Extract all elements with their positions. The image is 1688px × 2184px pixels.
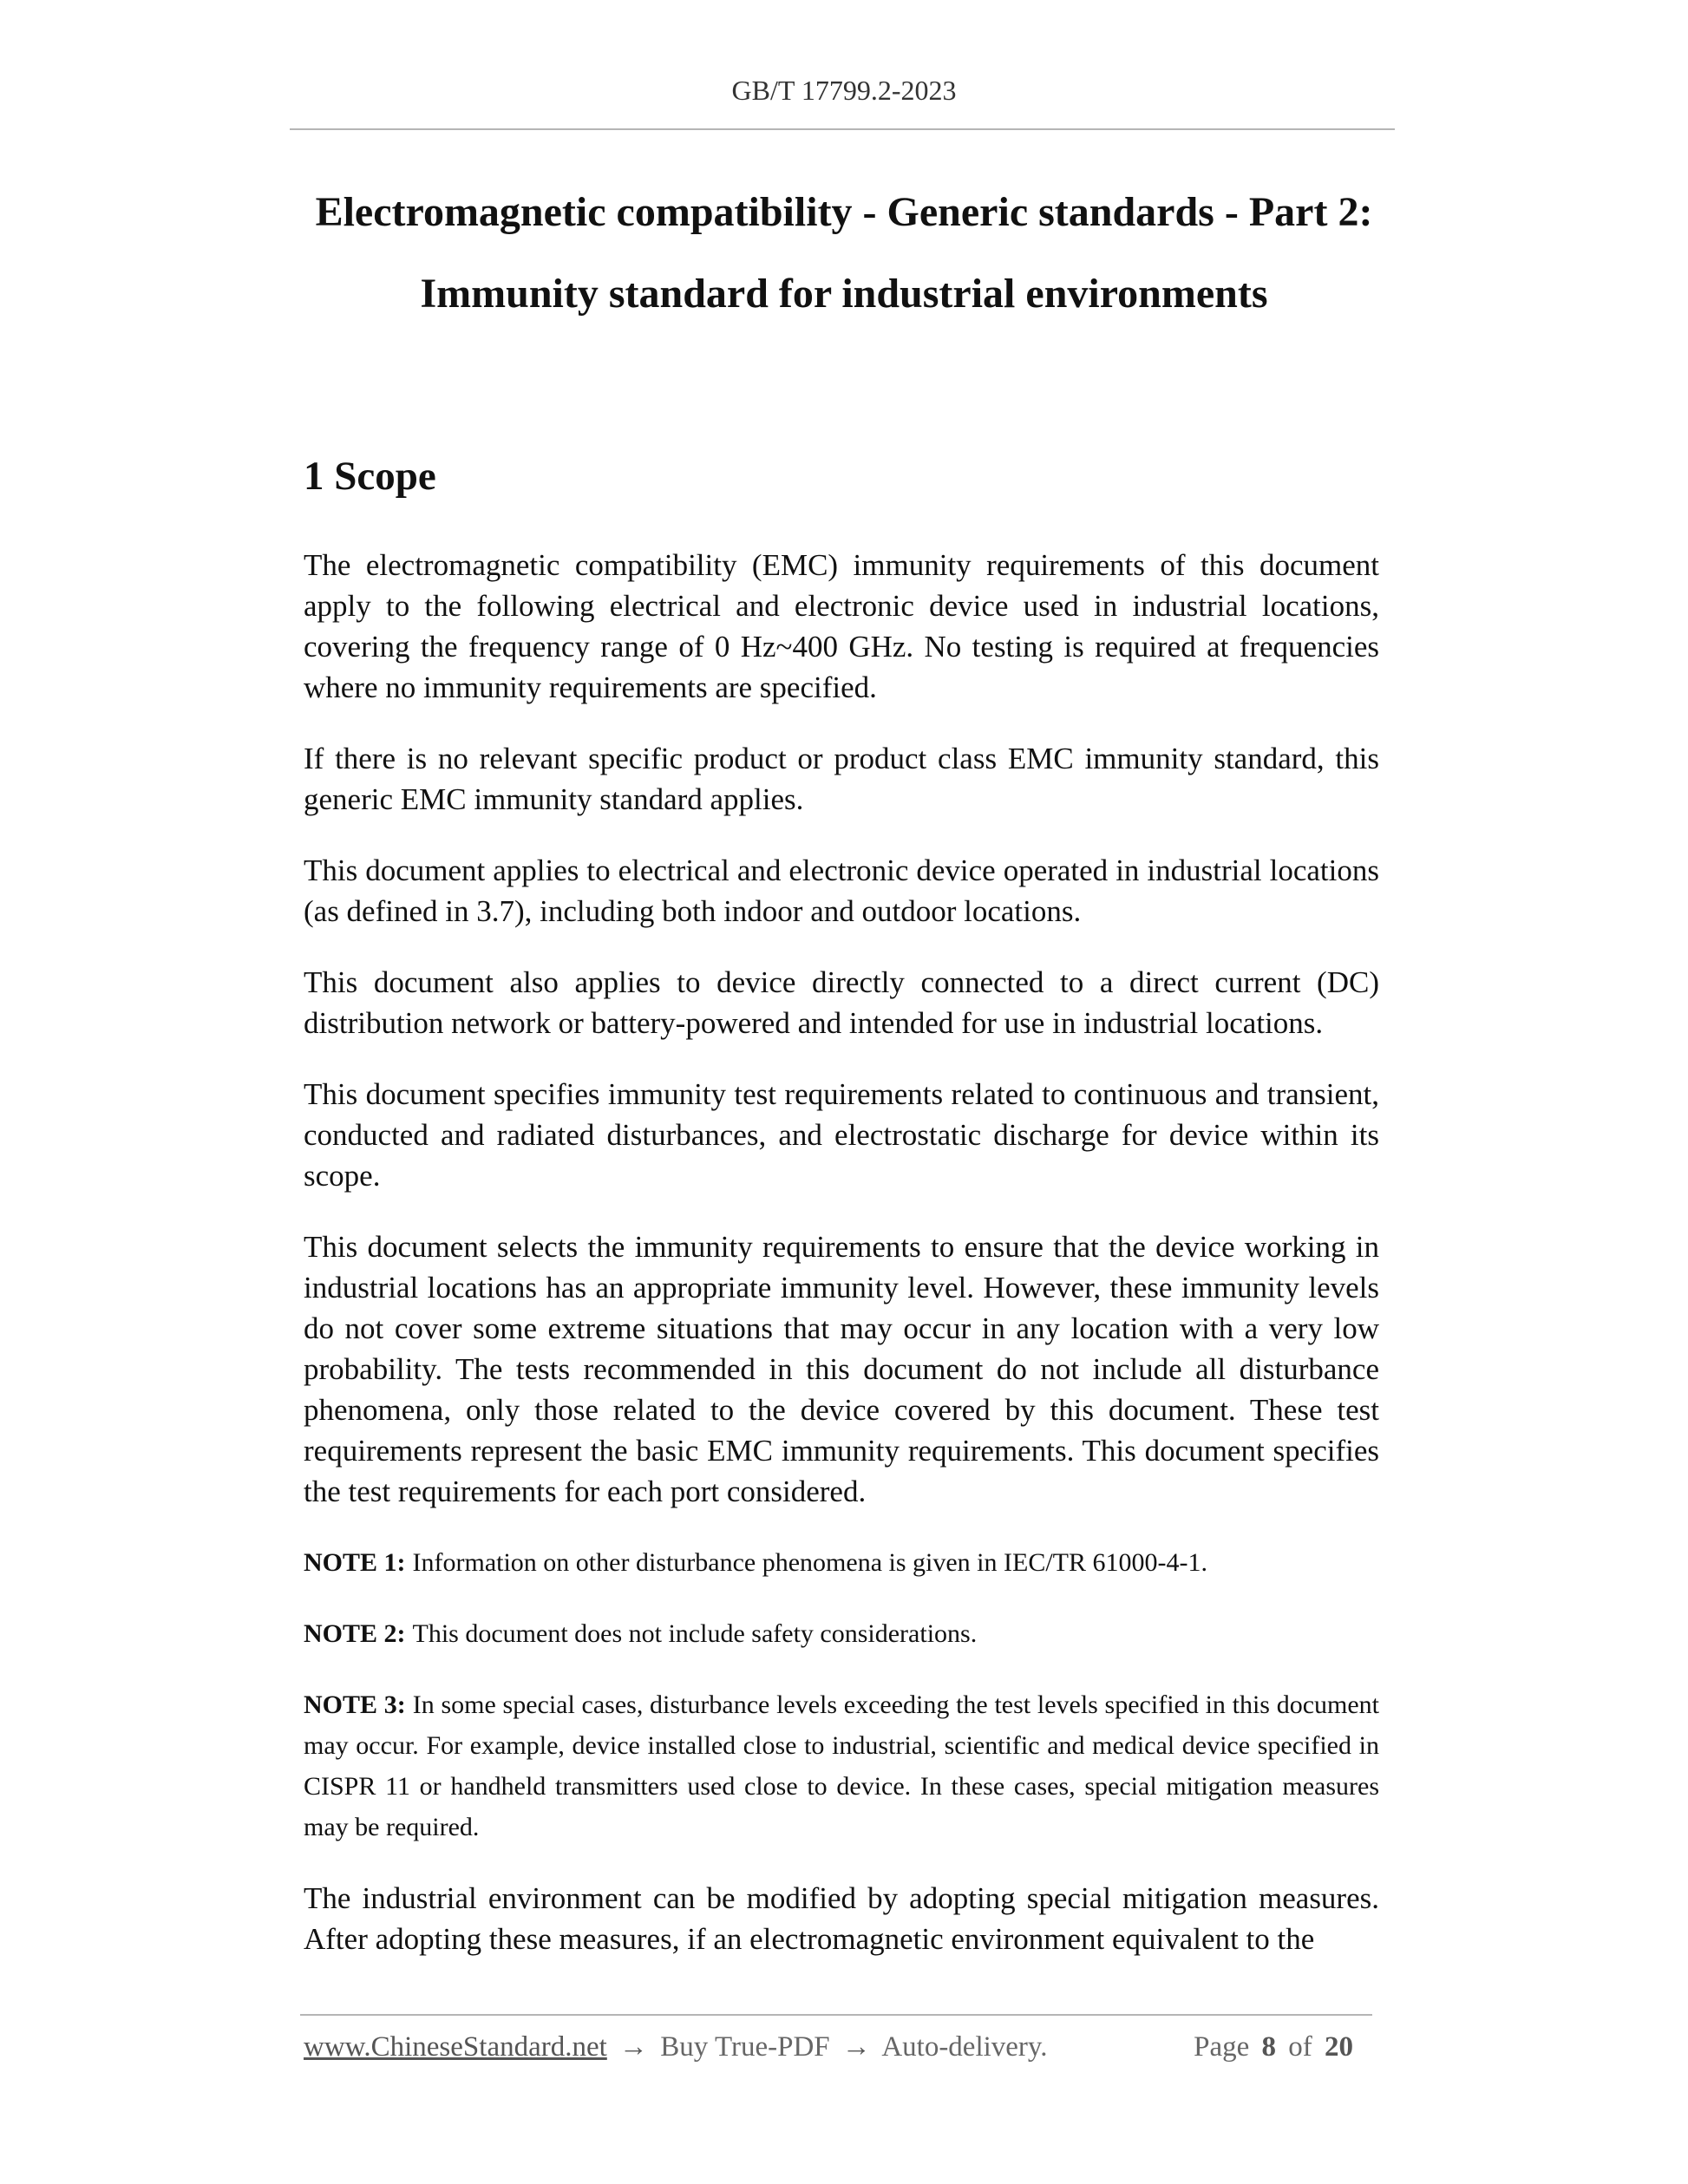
note-2 [304, 1613, 1379, 1654]
note-1 [304, 1542, 1379, 1583]
arrow-right-icon: → [841, 2031, 871, 2063]
document-title [260, 172, 1428, 335]
footer-promo [304, 2031, 1048, 2063]
paragraph: The electromagnetic compatibility (EMC) immunity requirements of this document apply to the following electrical and electronic device used in industrial locations, covering the frequency range of 0 Hz~400 GHz. No testing is required at frequencies where no immunity requirements are specified. [304, 548, 1379, 704]
note-label: NOTE 3: [304, 1690, 406, 1719]
auto-delivery-text: Auto-delivery. [881, 2031, 1048, 2063]
note-label: NOTE 1: [304, 1548, 406, 1577]
paragraph: This document specifies immunity test requirements related to continuous and transient, conducted and radiated disturbances, and electrostatic discharge for device within its scope. [304, 1077, 1379, 1193]
paragraph: This document selects the immunity requirements to ensure that the device working in industrial locations has an appropriate immunity level. However, these immunity levels do not cover some extreme situations that may occur in any location with a very low probability. The tests recommended in this document do not include all disturbance phenomena, only those related to the device covered by this document. These test requirements represent the basic EMC immunity requirements. This document specifies the test requirements for each port considered. [304, 1230, 1379, 1508]
section-heading-scope: 1 Scope [304, 454, 436, 499]
note-text: Information on other disturbance phenomena is given in IEC/TR 61000-4-1. [412, 1548, 1207, 1577]
arrow-right-icon: → [619, 2031, 649, 2063]
note-3 [304, 1684, 1379, 1847]
title-line-1: Electromagnetic compatibility - Generic standards - Part 2: [315, 189, 1373, 235]
header-divider [290, 128, 1395, 130]
paragraph: If there is no relevant specific product or product class EMC immunity standard, this generic EMC immunity standard applies. [304, 742, 1379, 816]
footer-divider [300, 2014, 1372, 2016]
buy-pdf-text: Buy True-PDF [660, 2031, 830, 2063]
page-counter [1194, 2031, 1358, 2063]
document-id-header: GB/T 17799.2-2023 [731, 75, 957, 106]
total-pages-number: 20 [1325, 2031, 1353, 2063]
current-page-number: 8 [1261, 2031, 1276, 2063]
note-text: In some special cases, disturbance levels exceeding the test levels specified in this document may occur. For example, device installed close to industrial, scientific and medical device specified in CISPR 11 or handheld transmitters used close to device. In these cases, special mitigation measures may be required. [304, 1690, 1379, 1841]
paragraph: This document applies to electrical and electronic device operated in industrial locations (as defined in 3.7), including both indoor and outdoor locations. [304, 853, 1379, 928]
document-body [304, 545, 1379, 1990]
paragraph: This document also applies to device directly connected to a direct current (DC) distribution network or battery-powered and intended for use in industrial locations. [304, 965, 1379, 1040]
website-link[interactable]: www.ChineseStandard.net [304, 2031, 607, 2063]
paragraph: The industrial environment can be modified by adopting special mitigation measures. After adopting these measures, if an electromagnetic environment equivalent to the [304, 1881, 1379, 1956]
note-label: NOTE 2: [304, 1619, 406, 1648]
of-label: of [1288, 2031, 1312, 2063]
title-line-2: Immunity standard for industrial environments [420, 271, 1268, 317]
page-label: Page [1194, 2031, 1250, 2063]
note-text: This document does not include safety considerations. [412, 1619, 978, 1648]
page-footer [304, 2031, 1372, 2075]
